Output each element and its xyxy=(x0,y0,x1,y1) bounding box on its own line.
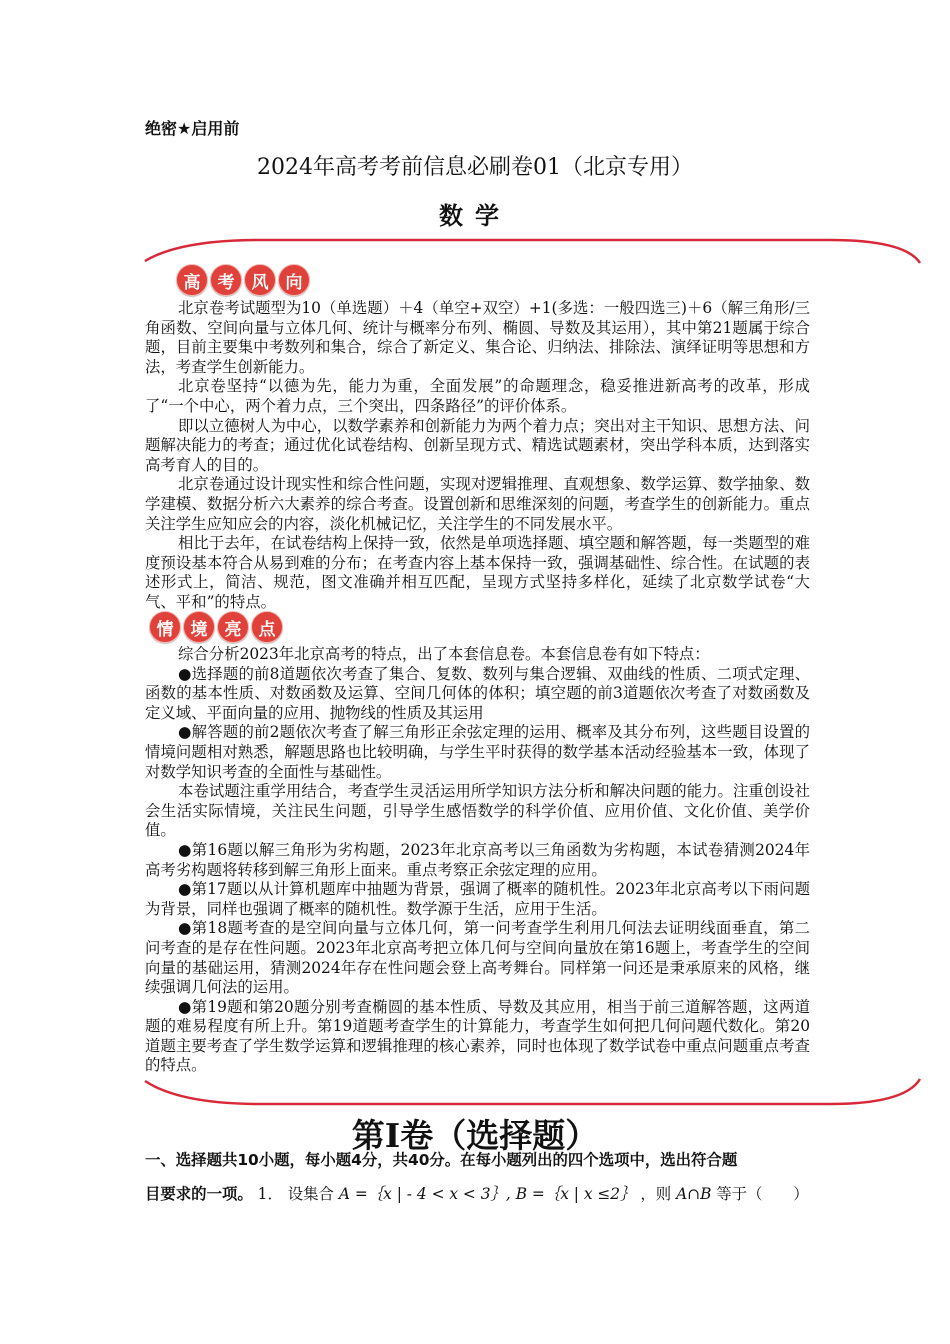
question-text: 设集合 xyxy=(287,1185,334,1203)
document-title: 2024年高考考前信息必刷卷01（北京专用） xyxy=(257,155,693,180)
badge-char: 高 xyxy=(176,264,208,296)
paragraph: 即以立德树人为中心，以数学素养和创新能力为两个着力点；突出对主干知识、思想方法、问题解决能力的考查；通过优化试卷结构、创新呈现方式、精选试题素材，突出学科本质，达到落实高考育人的目的。 xyxy=(145,416,810,474)
paragraph: ●第17题以从计算机题库中抽题为背景，强调了概率的随机性。2023年北京高考以下雨问题为背景，同样也强调了概率的随机性。数学源于生活，应用于生活。 xyxy=(145,880,810,918)
choice-section-instructions: 一、选择题共10小题，每小题4分，共40分。在每小题列出的四个选项中，选出符合题 xyxy=(145,1151,738,1169)
question-number: 1． xyxy=(257,1185,283,1203)
confidential-label: 绝密★启用前 xyxy=(145,119,240,138)
badge-char: 风 xyxy=(244,264,276,296)
question-text: 等于（ ） xyxy=(716,1185,809,1203)
badge-char: 向 xyxy=(278,264,310,296)
paragraph: ●第19题和第20题分别考查椭圆的基本性质、导数及其应用，相当于前三道解答题，这两道题的难易程度有所上升。第19道题考查学生的计算能力，考查学生如何把几何问题代数化。第20道题主要考查了学生数学运算和逻辑推理的核心素养，同时也体现了数学试卷中重点问题重点考查的特点。 xyxy=(145,997,810,1075)
set-a-expression: A =｛x | - 4 < x < 3｝, xyxy=(338,1185,511,1203)
badge-char: 情 xyxy=(149,611,181,643)
frame-top-arc xyxy=(145,240,920,263)
badge-char: 考 xyxy=(210,264,242,296)
volume-title: 第Ⅰ卷（选择题） xyxy=(351,1116,599,1155)
question-1 xyxy=(145,1183,809,1205)
paragraph: ●选择题的前8道题依次考查了集合、复数、数列与集合逻辑、双曲线的性质、二项式定理、函数的基本性质、对数函数及运算、空间几何体的体积；填空题的前3道题依次考查了对数函数及定义域、平面向量的应用、抛物线的性质及其运用 xyxy=(145,664,810,722)
question-text: ，则 xyxy=(640,1185,672,1203)
paragraph: 北京卷考试题型为10（单选题）＋4（单空+双空）+1(多选：一般四选三)＋6（解三角形/三角函数、空间向量与立体几何、统计与概率分布列、椭圆、导数及其运用），其中第21题属于综合题，目前主要集中考数列和集合，综合了新定义、集合论、归纳法、排除法、演绎证明等思想和方法，考查学生创新能力。 xyxy=(145,299,810,376)
instructions-continued: 目要求的一项。 xyxy=(145,1185,253,1203)
paragraph: ●第16题以解三角形为劣构题，2023年北京高考以三角函数为劣构题，本试卷猜测2024年高考劣构题将转移到解三角形上面来。重点考察正余弦定理的应用。 xyxy=(145,840,810,879)
badge-char: 点 xyxy=(251,611,283,643)
intersection-expression: A∩B xyxy=(676,1185,712,1203)
paragraph: ●第18题考查的是空间向量与立体几何，第一问考查学生利用几何法去证明线面垂直，第二问考查的是存在性问题。2023年北京高考把立体几何与空间向量放在第16题上，考查学生的空间向量的基础运用，猜测2024年存在性问题会登上高考舞台。同样第一问还是秉承原来的风格，继续强调几何法的运用。 xyxy=(145,919,810,997)
paragraph: 本卷试题注重学用结合，考查学生灵活运用所学知识方法分析和解决问题的能力。注重创设社会生活实际情境，关注民生问题，引导学生感悟数学的科学价值、应用价值、文化价值、美学价值。 xyxy=(145,782,810,840)
badge-char: 亮 xyxy=(217,611,249,643)
section-badge-gaokao-fengxiang xyxy=(176,264,312,296)
badge-char: 境 xyxy=(183,611,215,643)
paragraph: 相比于去年，在试卷结构上保持一致，依然是单项选择题、填空题和解答题，每一类题型的难度预设基本符合从易到难的分布；在考查内容上基本保持一致，强调基础性、综合性。在试题的表述形式上，简洁、规范，图文准确并相互匹配，呈现方式坚持多样化，延续了北京数学试卷“大气、平和”的特点。 xyxy=(145,534,810,611)
paragraph: 北京卷坚持“以德为先，能力为重，全面发展”的命题理念，稳妥推进新高考的改革，形成了“一个中心，两个着力点，三个突出，四条路径”的评价体系。 xyxy=(145,377,810,415)
section-badge-qingjing-liangdian xyxy=(149,611,285,643)
set-b-expression: B =｛x | x ≤2｝ xyxy=(515,1185,636,1203)
frame-bottom-arc xyxy=(145,1079,920,1104)
subject-title: 数学 xyxy=(439,201,511,230)
paragraph: 北京卷通过设计现实性和综合性问题，实现对逻辑推理、直观想象、数学运算、数学抽象、数学建模、数据分析六大素养的综合考查。设置创新和思维深刻的问题，考查学生的创新能力。重点关注学生应知应会的内容，淡化机械记忆，关注学生的不同发展水平。 xyxy=(145,475,810,533)
paragraph: ●解答题的前2题依次考查了解三角形正余弦定理的运用、概率及其分布列，这些题目设置的情境问题相对熟悉，解题思路也比较明确，与学生平时获得的数学基本活动经验基本一致，体现了对数学知识考查的全面性与基础性。 xyxy=(145,723,810,781)
paragraph: 综合分析2023年北京高考的特点，出了本套信息卷。本套信息卷有如下特点： xyxy=(178,645,710,663)
highlights-section xyxy=(145,645,810,1076)
exam-trend-section xyxy=(145,299,810,613)
